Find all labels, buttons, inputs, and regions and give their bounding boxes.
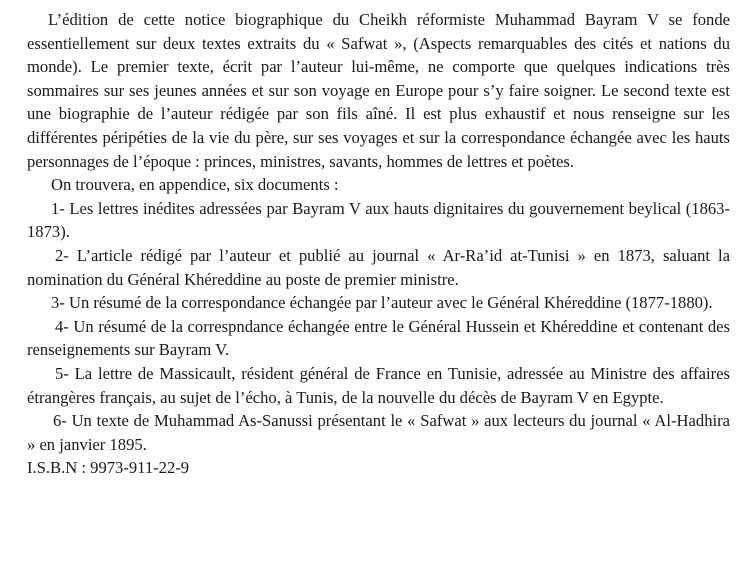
document-item-6: 6- Un texte de Muhammad As-Sanussi présentant le « Safwat » aux lecteurs du journal « Al-Hadhira » en janvier 1895. [27,411,730,454]
document-item-4: 4- Un résumé de la correspndance échangée entre le Général Hussein et Khéreddine et contenant des renseignements sur Bayram V. [27,316,730,360]
isbn-line: I.S.B.N : 9973-911-22-9 [27,458,190,478]
document-item-5: 5- La lettre de Massicault, résident général de France en Tunisie, adressée au Ministre des affaires étrangères français, au sujet de l’écho, à Tunis, de la nouvelle du décès de Bayram V en Egypte. [27,363,730,407]
appendix-intro: On trouvera, en appendice, six documents : [51,175,339,195]
document-item-3: 3- Un résumé de la correspondance échangée par l’auteur avec le Général Khéreddine (1877-1880). [51,293,713,313]
intro-paragraph: L’édition de cette notice biographique du Cheikh réformiste Muhammad Bayram V se fonde essentiellement sur deux textes extraits du « Safwat », (Aspects remarquables des cités et nations du monde). Le premier texte, écrit par l’auteur lui-même, ne comporte que quelques indications très sommaires sur ses jeunes années et sur son voyage en Europe pour s’y faire soigner. Le second texte est une biographie de l’auteur rédigée par son fils aîné. Il est plus exhaustif et nous renseigne sur les différentes péripéties de la vie du père, sur ses voyages et sur la correspondance échangée avec les hauts personnages de l’époque : princes, ministres, savants, hommes de lettres et poètes. [27,10,730,171]
document-item-2: 2- L’article rédigé par l’auteur et publié au journal « Ar-Ra’id at-Tunisi » en 1873, saluant la nomination du Général Khéreddine au poste de premier ministre. [27,245,730,289]
document-item-1: 1- Les lettres inédites adressées par Bayram V aux hauts dignitaires du gouvernement beylical (1863-1873). [27,198,730,242]
